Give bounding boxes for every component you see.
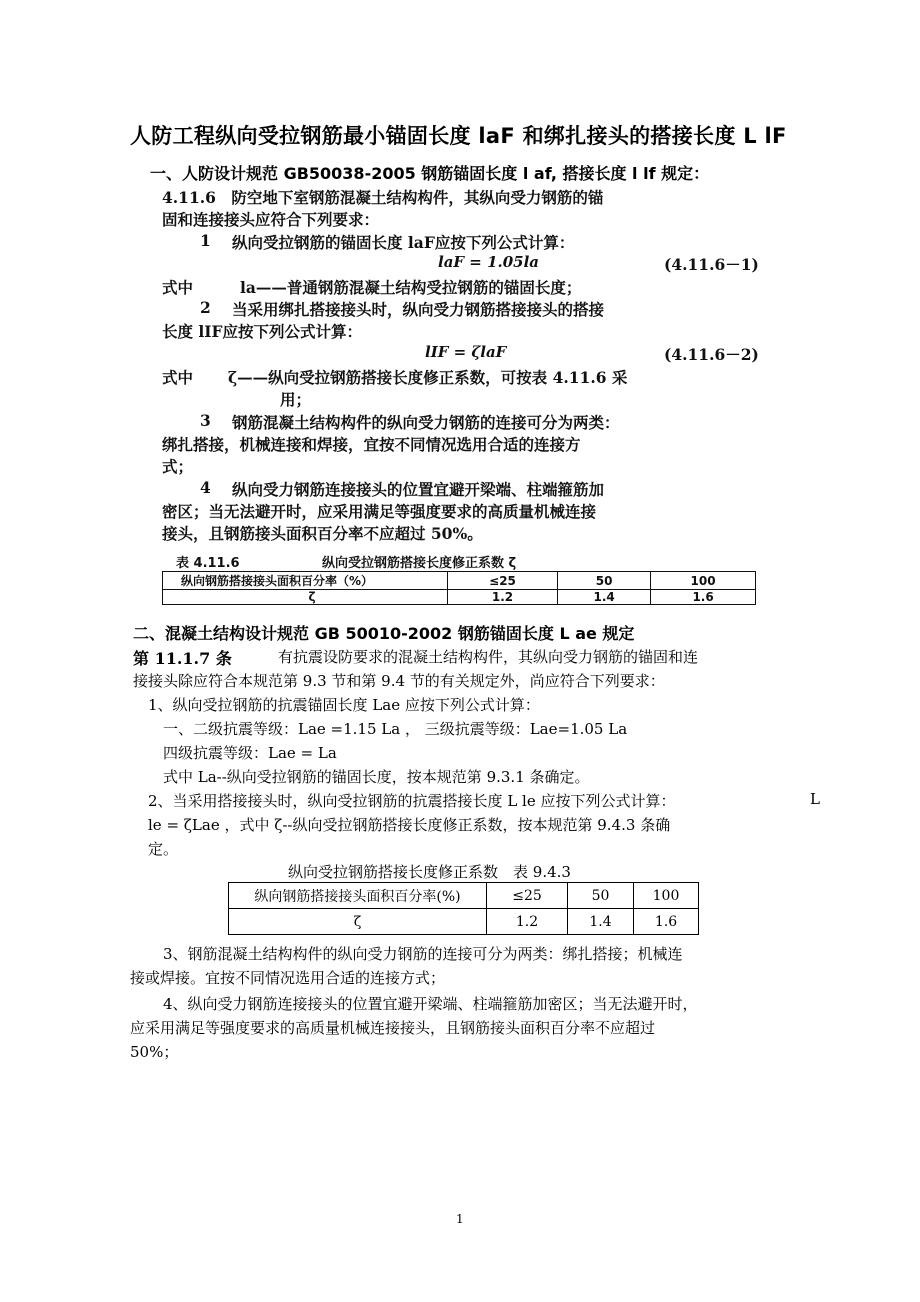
item3-line1: 钢筋混凝土结构构件的纵向受力钢筋的连接可分为两类：: [232, 413, 620, 432]
table-cell: ζ: [163, 590, 448, 605]
table-cell: 100: [651, 572, 756, 590]
para-4-line3: 50%；: [130, 1043, 179, 1061]
table-cell: 1.4: [568, 909, 634, 935]
table-row: [229, 909, 699, 935]
para-2-line3: 定。: [148, 840, 179, 858]
item3-line3: 式；: [162, 457, 194, 476]
item2-number: 2: [200, 298, 211, 317]
table-cell: 50: [558, 572, 651, 590]
item4-number: 4: [200, 478, 211, 497]
para-4-line2: 应采用满足等强度要求的高质量机械连接接头，且钢筋接头面积百分率不应超过: [130, 1019, 656, 1037]
item3-number: 3: [200, 411, 211, 430]
para-2-line2: le = ζLae ，式中 ζ--纵向受拉钢筋搭接长度修正系数，按本规范第 9.4.3 条确: [148, 816, 671, 834]
formula-4-11-6-2-number: (4.11.6－2): [664, 345, 759, 364]
item1-text: 纵向受拉钢筋的锚固长度 laF应按下列公式计算：: [232, 233, 575, 252]
formula-4-11-6-1-number: (4.11.6－1): [664, 255, 759, 274]
item2-line1: 当采用绑扎搭接接头时，纵向受力钢筋搭接接头的搭接: [232, 300, 605, 319]
table-row: [163, 572, 756, 590]
clause-11-1-7-text2: 接接头除应符合本规范第 9.3 节和第 9.4 节的有关规定外，尚应符合下列要求：: [133, 672, 665, 690]
scan-table-number: 表 4.11.6: [176, 556, 240, 571]
section1-heading: 一、人防设计规范 GB50038-2005 钢筋锚固长度 l af, 搭接长度 l lf 规定：: [150, 164, 710, 183]
table-cell: 纵向钢筋搭接接头面积百分率(%): [229, 883, 487, 909]
scan-correction-table: [162, 571, 756, 605]
where1-text: la——普通钢筋混凝土结构受拉钢筋的锚固长度；: [240, 278, 582, 297]
table-cell: 1.6: [651, 590, 756, 605]
table-cell: 1.6: [634, 909, 699, 935]
para-1b: 四级抗震等级：Lae = La: [163, 744, 337, 762]
where1-label: 式中: [162, 278, 194, 297]
formula-4-11-6-2: lIF = ζlaF: [425, 343, 507, 361]
where2-line1: ζ——纵向受拉钢筋搭接长度修正系数，可按表 4.11.6 采: [228, 368, 628, 387]
table-cell: 1.2: [487, 909, 568, 935]
table-cell: ≤25: [487, 883, 568, 909]
page-title: 人防工程纵向受拉钢筋最小锚固长度 laF 和绑扎接头的搭接长度 L lF: [130, 124, 787, 148]
item3-line2: 绑扎搭接，机械连接和焊接，宜按不同情况选用合适的连接方: [162, 435, 581, 454]
para-1c: 式中 La--纵向受拉钢筋的锚固长度，按本规范第 9.3.1 条确定。: [163, 768, 590, 786]
para-1a: 一、二级抗震等级：Lae =1.15 La ， 三级抗震等级：Lae=1.05 La: [163, 720, 628, 738]
scan-table-title: 纵向受拉钢筋搭接长度修正系数 ζ: [322, 556, 517, 571]
para-3-line1: 3、钢筋混凝土结构构件的纵向受力钢筋的连接可分为两类：绑扎搭接；机械连: [163, 945, 683, 963]
table-cell: 50: [568, 883, 634, 909]
clause-4-11-6-line2: 固和连接接头应符合下列要求：: [162, 210, 380, 229]
clause-4-11-6-line1: 4.11.6 防空地下室钢筋混凝土结构构件，其纵向受力钢筋的锚: [162, 188, 604, 207]
para-1: 1、纵向受拉钢筋的抗震锚固长度 Lae 应按下列公式计算：: [148, 696, 540, 714]
table-row: [229, 883, 699, 909]
where2-line2: 用；: [280, 390, 312, 409]
item1-number: 1: [200, 231, 211, 250]
table-cell: 1.4: [558, 590, 651, 605]
table-cell: 纵向钢筋搭接接头面积百分率（%）: [163, 572, 448, 590]
table-cell: ≤25: [448, 572, 558, 590]
table-cell: 1.2: [448, 590, 558, 605]
page-number: 1: [456, 1212, 464, 1226]
table-row: [163, 590, 756, 605]
para-2-line1: 2、当采用搭接接头时，纵向受拉钢筋的抗震搭接长度 L le 应按下列公式计算：: [148, 792, 676, 810]
table-caption: 纵向受拉钢筋搭接长度修正系数 表 9.4.3: [288, 863, 571, 881]
formula-4-11-6-1: laF = 1.05la: [438, 253, 540, 271]
para-3-line2: 接或焊接。宜按不同情况选用合适的连接方式；: [130, 969, 446, 987]
section2-heading: 二、混凝土结构设计规范 GB 50010-2002 钢筋锚固长度 L ae 规定: [133, 624, 635, 643]
table-cell: 100: [634, 883, 699, 909]
item4-line1: 纵向受力钢筋连接接头的位置宜避开梁端、柱端箍筋加: [232, 480, 605, 499]
table-cell: ζ: [229, 909, 487, 935]
item2-line2: 长度 lIF应按下列公式计算：: [162, 322, 363, 341]
clause-11-1-7-label: 第 11.1.7 条: [133, 649, 232, 668]
para-2-line1-tail: L: [810, 790, 820, 808]
item4-line2: 密区；当无法避开时，应采用满足等强度要求的高质量机械连接: [162, 502, 597, 521]
para-4-line1: 4、纵向受力钢筋连接接头的位置宜避开梁端、柱端箍筋加密区；当无法避开时，: [163, 995, 698, 1013]
item4-line3: 接头，且钢筋接头面积百分率不应超过 50%。: [162, 524, 483, 543]
where2-label: 式中: [162, 368, 194, 387]
clause-11-1-7-text1: 有抗震设防要求的混凝土结构构件，其纵向受力钢筋的锚固和连: [278, 648, 699, 666]
correction-factor-table: [228, 882, 699, 935]
